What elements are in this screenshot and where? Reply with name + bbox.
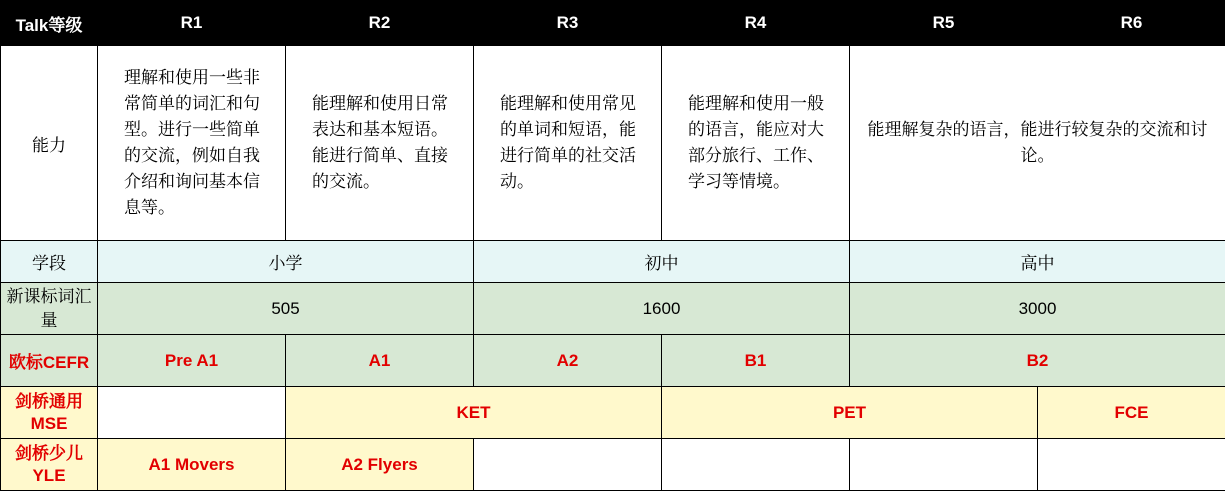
cefr-r4: B1 bbox=[662, 335, 850, 387]
yle-r6-empty bbox=[1038, 439, 1225, 491]
level-r5: R5 bbox=[850, 1, 1038, 46]
cefr-row bbox=[1, 335, 1225, 387]
stage-primary: 小学 bbox=[98, 241, 474, 283]
ability-r4: 能理解和使用一般的语言，能应对大部分旅行、工作、学习等情境。 bbox=[662, 46, 850, 241]
vocab-row bbox=[1, 283, 1225, 335]
vocab-label: 新课标词汇量 bbox=[1, 283, 98, 335]
stage-junior: 初中 bbox=[474, 241, 850, 283]
yle-r5-empty bbox=[850, 439, 1038, 491]
ability-r5-r6: 能理解复杂的语言，能进行较复杂的交流和讨论。 bbox=[850, 46, 1225, 241]
yle-r1: A1 Movers bbox=[98, 439, 286, 491]
ability-r1: 理解和使用一些非常简单的词汇和句型。进行一些简单的交流，例如自我介绍和询问基本信息等。 bbox=[98, 46, 286, 241]
ability-label: 能力 bbox=[1, 46, 98, 241]
yle-table bbox=[0, 438, 1225, 491]
mse-pet: PET bbox=[662, 387, 1038, 439]
cambridge-table bbox=[0, 386, 1225, 439]
yle-r2: A2 Flyers bbox=[286, 439, 474, 491]
yle-r3-empty bbox=[474, 439, 662, 491]
cefr-r1: Pre A1 bbox=[98, 335, 286, 387]
ability-r2: 能理解和使用日常表达和基本短语。能进行简单、直接的交流。 bbox=[286, 46, 474, 241]
yle-row bbox=[1, 439, 1225, 491]
yle-label: 剑桥少儿YLE bbox=[1, 439, 98, 491]
stage-label: 学段 bbox=[1, 241, 98, 283]
cefr-label: 欧标CEFR bbox=[1, 335, 98, 387]
vocab-junior: 1600 bbox=[474, 283, 850, 335]
ability-r3: 能理解和使用常见的单词和短语，能进行简单的社交活动。 bbox=[474, 46, 662, 241]
level-label: Talk等级 bbox=[1, 1, 98, 46]
vocab-primary: 505 bbox=[98, 283, 474, 335]
cefr-r5-r6: B2 bbox=[850, 335, 1225, 387]
mse-row bbox=[1, 387, 1225, 439]
level-r6: R6 bbox=[1038, 1, 1225, 46]
stage-senior: 高中 bbox=[850, 241, 1225, 283]
ability-row bbox=[1, 46, 1225, 241]
level-r2: R2 bbox=[286, 1, 474, 46]
header-row bbox=[1, 1, 1225, 46]
cefr-r2: A1 bbox=[286, 335, 474, 387]
level-r4: R4 bbox=[662, 1, 850, 46]
mse-ket: KET bbox=[286, 387, 662, 439]
cefr-r3: A2 bbox=[474, 335, 662, 387]
level-r1: R1 bbox=[98, 1, 286, 46]
level-r3: R3 bbox=[474, 1, 662, 46]
vocab-senior: 3000 bbox=[850, 283, 1225, 335]
mse-fce: FCE bbox=[1038, 387, 1225, 439]
stage-row bbox=[1, 241, 1225, 283]
mse-r1-empty bbox=[98, 387, 286, 439]
yle-r4-empty bbox=[662, 439, 850, 491]
mse-label: 剑桥通用MSE bbox=[1, 387, 98, 439]
